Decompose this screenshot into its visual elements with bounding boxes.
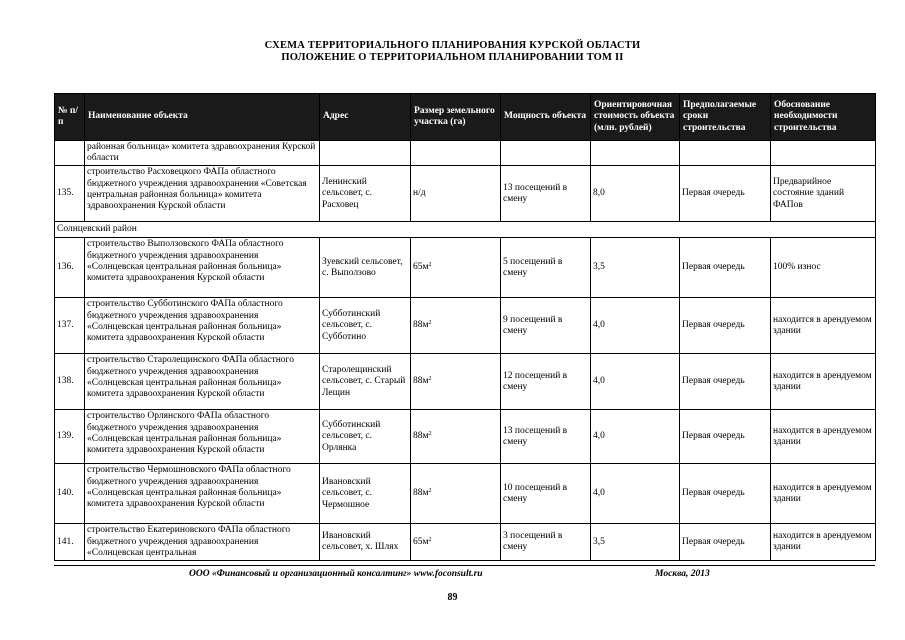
cell-capacity: 10 посещений в смену bbox=[501, 464, 591, 524]
unit-superscript: 2 bbox=[428, 431, 432, 438]
cell-address: Субботинский сельсовет, с. Орлянка bbox=[320, 410, 411, 464]
cell-name: районная больница» комитета здравоохранения Курской области bbox=[85, 141, 320, 166]
size-value: 88м bbox=[413, 431, 429, 442]
size-value: 88м bbox=[413, 320, 429, 331]
header-capacity: Мощность объекта bbox=[501, 94, 591, 141]
cell-size bbox=[411, 464, 501, 524]
cell-cost: 3,5 bbox=[591, 238, 680, 298]
cell-name: строительство Орлянского ФАПа областного бюджетного учреждения здравоохранения «Солнцевская центральная районная больница» комитета здравоохранения Курской области bbox=[85, 410, 320, 464]
cell-name: строительство Старолещинского ФАПа областного бюджетного учреждения здравоохранения «Солнцевская центральная районная больница» комитета здравоохранения Курской области bbox=[85, 354, 320, 410]
cell-name: строительство Субботинского ФАПа областного бюджетного учреждения здравоохранения «Солнцевская центральная районная больница» комитета здравоохранения Курской области bbox=[85, 298, 320, 354]
table-row-continuation bbox=[55, 141, 876, 166]
header-address: Адрес bbox=[320, 94, 411, 141]
cell-size bbox=[411, 298, 501, 354]
header-num: № п/п bbox=[55, 94, 85, 141]
header-terms: Предполагаемые сроки строительства bbox=[680, 94, 771, 141]
cell-address: Субботинский сельсовет, с. Субботино bbox=[320, 298, 411, 354]
size-value: 65м bbox=[413, 262, 429, 273]
cell-name: строительство Екатериновского ФАПа областного бюджетного учреждения здравоохранения «Солнцевская центральная bbox=[85, 524, 320, 561]
cell-terms: Первая очередь bbox=[680, 238, 771, 298]
cell-size bbox=[411, 354, 501, 410]
cell-reason: находится в арендуемом здании bbox=[771, 298, 876, 354]
cell-size bbox=[411, 238, 501, 298]
cell-reason: Предварийное состояние зданий ФАПов bbox=[771, 166, 876, 222]
cell-size bbox=[411, 524, 501, 561]
cell-capacity: 12 посещений в смену bbox=[501, 354, 591, 410]
cell-terms: Первая очередь bbox=[680, 410, 771, 464]
cell-num: 135. bbox=[55, 166, 85, 222]
region-row bbox=[55, 222, 876, 238]
cell-cost: 8,0 bbox=[591, 166, 680, 222]
table-header-row bbox=[55, 94, 876, 141]
header-reason: Обоснование необходимости строительства bbox=[771, 94, 876, 141]
cell-capacity: 13 посещений в смену bbox=[501, 410, 591, 464]
cell-cost: 4,0 bbox=[591, 464, 680, 524]
table-row bbox=[55, 238, 876, 298]
cell-num: 139. bbox=[55, 410, 85, 464]
objects-table bbox=[54, 93, 876, 561]
footer-divider bbox=[54, 565, 875, 566]
cell-terms: Первая очередь bbox=[680, 354, 771, 410]
cell-cost: 3,5 bbox=[591, 524, 680, 561]
cell-address: Ивановский сельсовет, х. Шлях bbox=[320, 524, 411, 561]
unit-superscript: 2 bbox=[428, 262, 432, 269]
document-subtitle: ПОЛОЖЕНИЕ О ТЕРРИТОРИАЛЬНОМ ПЛАНИРОВАНИИ ТОМ II bbox=[281, 52, 624, 63]
cell-address: Старолещинский сельсовет, с. Старый Лещин bbox=[320, 354, 411, 410]
unit-superscript: 2 bbox=[428, 536, 432, 543]
unit-superscript: 2 bbox=[428, 376, 432, 383]
cell-terms: Первая очередь bbox=[680, 298, 771, 354]
table-row bbox=[55, 354, 876, 410]
unit-superscript: 2 bbox=[428, 488, 432, 495]
header-name: Наименование объекта bbox=[85, 94, 320, 141]
cell-terms: Первая очередь bbox=[680, 166, 771, 222]
cell-num: 140. bbox=[55, 464, 85, 524]
header-cost: Ориентировочная стоимость объекта (млн. рублей) bbox=[591, 94, 680, 141]
footer-city-year: Москва, 2013 bbox=[655, 569, 710, 579]
region-name: Солнцевский район bbox=[55, 222, 876, 238]
table-row bbox=[55, 298, 876, 354]
cell-num: 138. bbox=[55, 354, 85, 410]
cell-name: строительство Чермошновского ФАПа областного бюджетного учреждения здравоохранения «Солнцевская центральная районная больница» комитета здравоохранения Курской области bbox=[85, 464, 320, 524]
table-row bbox=[55, 524, 876, 561]
size-value: 88м bbox=[413, 488, 429, 499]
cell-num: 141. bbox=[55, 524, 85, 561]
cell-capacity: 9 посещений в смену bbox=[501, 298, 591, 354]
cell-cost: 4,0 bbox=[591, 298, 680, 354]
cell-reason: находится в арендуемом здании bbox=[771, 524, 876, 561]
cell-reason: находится в арендуемом здании bbox=[771, 410, 876, 464]
table-row bbox=[55, 166, 876, 222]
cell-terms: Первая очередь bbox=[680, 464, 771, 524]
table-row bbox=[55, 464, 876, 524]
cell-address: Ленинский сельсовет, с. Расховец bbox=[320, 166, 411, 222]
cell-reason: находится в арендуемом здании bbox=[771, 354, 876, 410]
cell-reason: 100% износ bbox=[771, 238, 876, 298]
size-value: 65м bbox=[413, 536, 429, 547]
cell-cost: 4,0 bbox=[591, 410, 680, 464]
document-title: СХЕМА ТЕРРИТОРИАЛЬНОГО ПЛАНИРОВАНИЯ КУРСКОЙ ОБЛАСТИ bbox=[264, 40, 641, 51]
cell-name: строительство Выползовского ФАПа областного бюджетного учреждения здравоохранения «Солнцевская центральная районная больница» комитета здравоохранения Курской области bbox=[85, 238, 320, 298]
cell-terms: Первая очередь bbox=[680, 524, 771, 561]
cell-capacity: 3 посещений в смену bbox=[501, 524, 591, 561]
footer-company: ООО «Финансовый и организационный консалтинг» www.foconsult.ru bbox=[189, 569, 483, 579]
cell-capacity: 13 посещений в смену bbox=[501, 166, 591, 222]
cell-num: 137. bbox=[55, 298, 85, 354]
size-value: 88м bbox=[413, 376, 429, 387]
header-size: Размер земельного участка (га) bbox=[411, 94, 501, 141]
cell-num: 136. bbox=[55, 238, 85, 298]
unit-superscript: 2 bbox=[428, 320, 432, 327]
cell-name: строительство Расховецкого ФАПа областного бюджетного учреждения здравоохранения «Советская центральная районная больница» комитета здравоохранения Курской области bbox=[85, 166, 320, 222]
cell-capacity: 5 посещений в смену bbox=[501, 238, 591, 298]
table-row bbox=[55, 410, 876, 464]
cell-size bbox=[411, 410, 501, 464]
cell-cost: 4,0 bbox=[591, 354, 680, 410]
cell-address: Зуевский сельсовет, с. Выползово bbox=[320, 238, 411, 298]
cell-reason: находится в арендуемом здании bbox=[771, 464, 876, 524]
cell-size: н/д bbox=[411, 166, 501, 222]
page-number: 89 bbox=[447, 592, 458, 603]
cell-address: Ивановский сельсовет, с. Чермошное bbox=[320, 464, 411, 524]
